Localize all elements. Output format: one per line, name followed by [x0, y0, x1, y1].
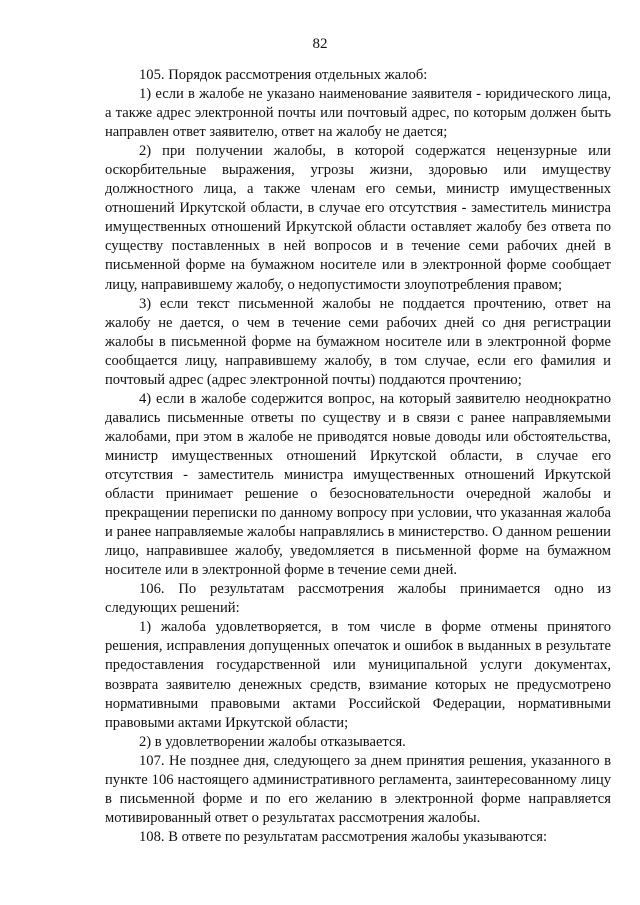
paragraph-105-item-4: 4) если в жалобе содержится вопрос, на который заявителю неоднократно давались письменные ответы по существу и в связи с ранее направляемыми жалобами, при этом в жалобе не приводятся новые доводы или обстоятельства, министр имущественных отношений Иркутской области, в случае его отсутствия - заместитель министра имущественных отношений Иркутской области принимает решение о безосновательности очередной жалобы и прекращении переписки по данному вопросу при условии, что указанная жалоба и ранее направляемые жалобы направлялись в министерство. О данном решении лицо, направившее жалобу, уведомляется в письменной форме на бумажном носителе или в электронной форме в течение семи дней.	[105, 390, 611, 579]
page-number: 82	[312, 36, 328, 52]
paragraph-108: 108. В ответе по результатам рассмотрения жалобы указываются:	[139, 828, 548, 845]
paragraph-105-item-3: 3) если текст письменной жалобы не поддается прочтению, ответ на жалобу не дается, о чем в течение семи рабочих дней со дня регистрации жалобы в письменной форме на бумажном носителе или в электронной форме сообщается лицу, направившему жалобу, в том случае, если его фамилия и почтовый адрес (адрес электронной почты) поддаются прочтению;	[105, 295, 611, 388]
paragraph-106-item-2: 2) в удовлетворении жалобы отказывается.	[139, 733, 406, 750]
paragraph-105-heading: 105. Порядок рассмотрения отдельных жалоб:	[139, 67, 428, 83]
paragraph-107: 107. Не позднее дня, следующего за днем принятия решения, указанного в пункте 106 настоящего административного регламента, заинтересованному лицу в письменной форме и по его желанию в электронной форме направляется мотивированный ответ о результатах рассмотрения жалобы.	[105, 752, 611, 826]
paragraph-105-item-2: 2) при получении жалобы, в которой содержатся нецензурные или оскорбительные выражения, угрозы жизни, здоровью или имуществу должностного лица, а также членам его семьи, министр имущественных отношений Иркутской области, в случае его отсутствия - заместитель министра имущественных отношений Иркутской области оставляет жалобу без ответа по существу поставленных в ней вопросов и в течение семи рабочих дней в письменной форме на бумажном носителе или в электронной форме сообщает лицу, направившему жалобу, о недопустимости злоупотребления правом;	[105, 143, 611, 293]
paragraph-106-heading: 106. По результатам рассмотрения жалобы принимается одно из следующих решений:	[105, 581, 611, 617]
paragraph-105-item-1: 1) если в жалобе не указано наименование заявителя - юридического лица, а также адрес электронной почты или почтовый адрес, по которым должен быть направлен ответ заявителю, ответ на жалобу не дается;	[105, 86, 611, 141]
document-body	[105, 66, 611, 847]
paragraph-106-item-1: 1) жалоба удовлетворяется, в том числе в форме отмены принятого решения, исправления допущенных опечаток и ошибок в выданных в результате предоставления государственной или муниципальной услуги документах, возврата заявителю денежных средств, взимание которых не предусмотрено нормативными правовыми актами Российской Федерации, нормативными правовыми актами Иркутской области;	[105, 619, 611, 731]
